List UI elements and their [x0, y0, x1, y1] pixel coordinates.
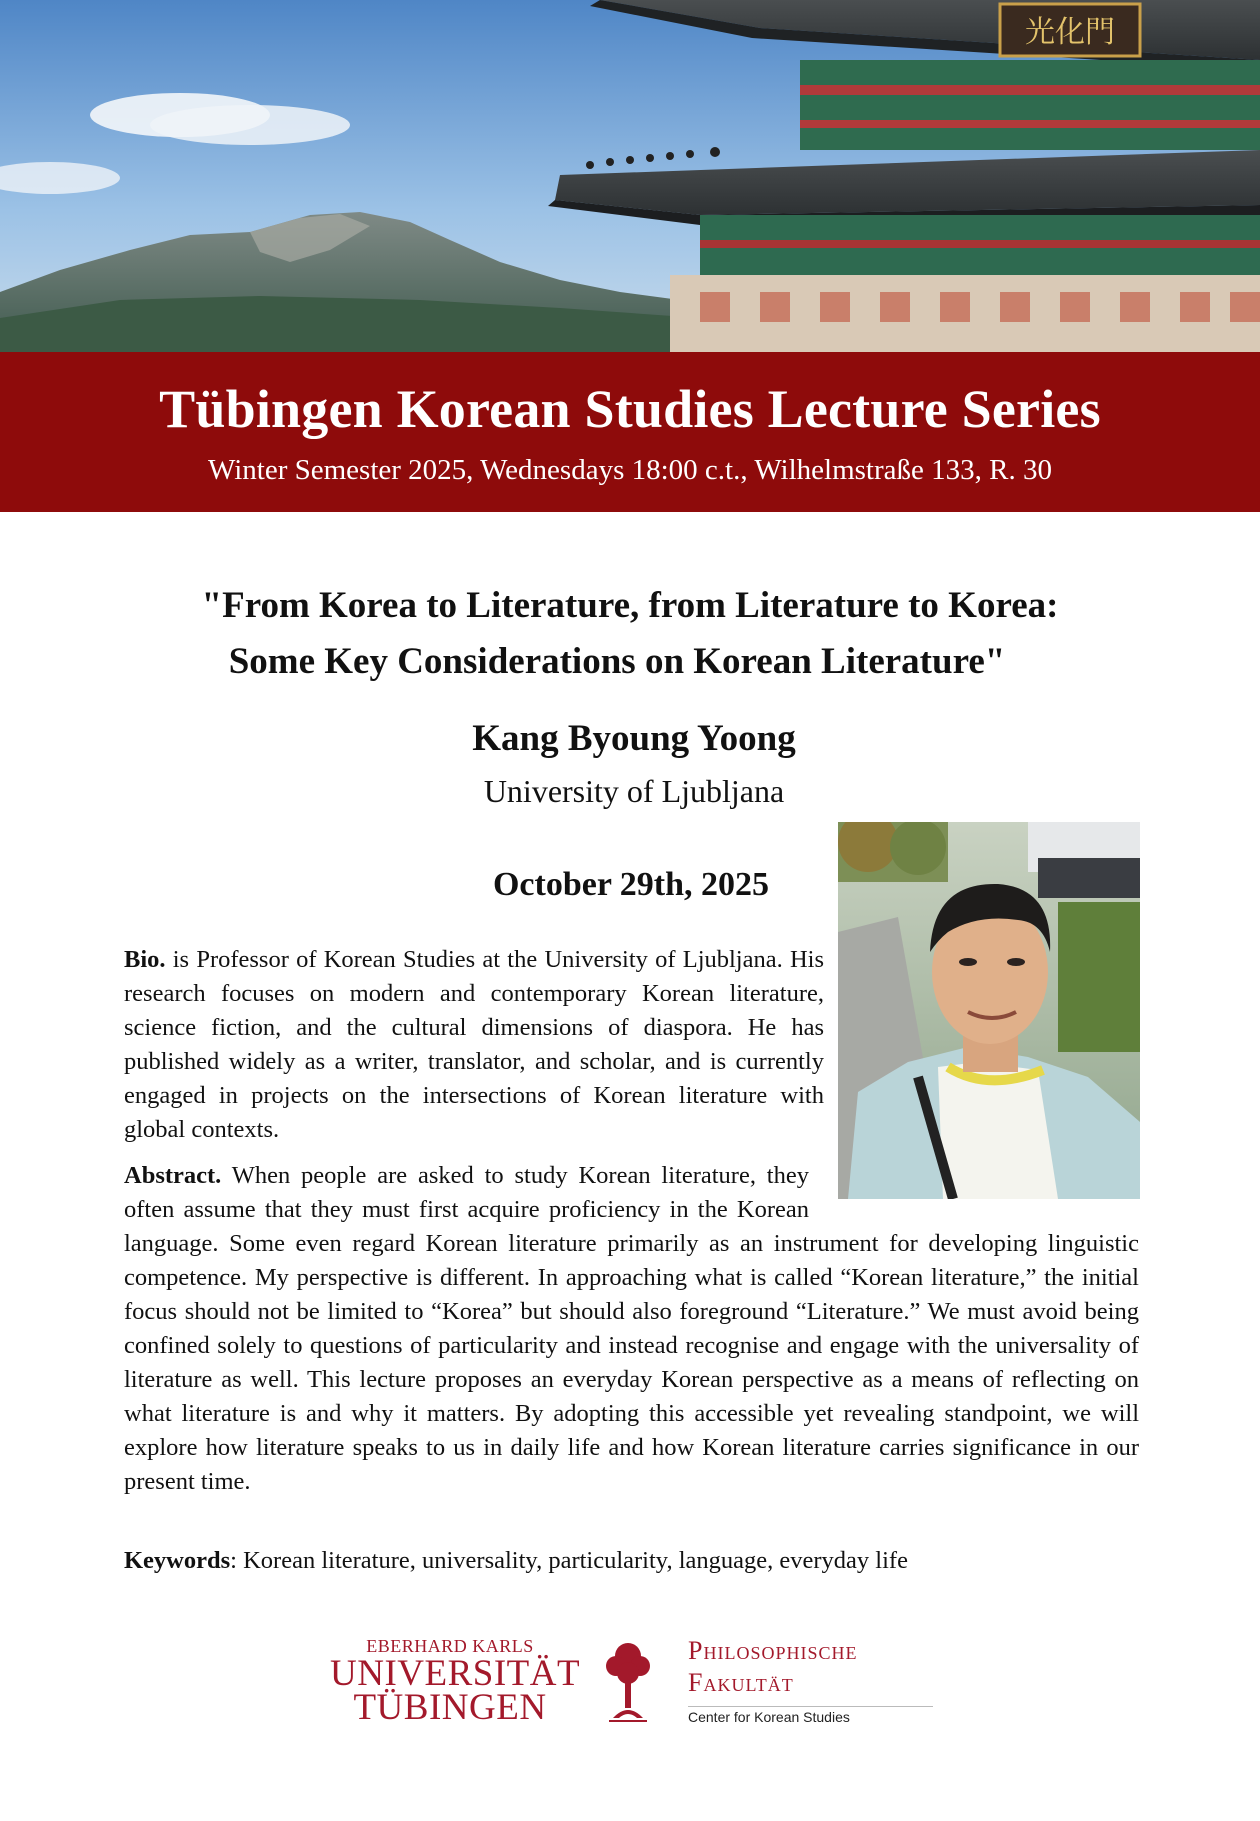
center-name: Center for Korean Studies: [688, 1709, 850, 1725]
event-date: October 29th, 2025: [492, 866, 770, 903]
keywords-line: [124, 1544, 1139, 1578]
speaker-name: Kang Byoung Yoong: [472, 718, 796, 759]
keywords-text: : Korean literature, universality, particularity, language, everyday life: [230, 1547, 908, 1574]
tree-icon: [603, 1640, 653, 1727]
abstract-label: Abstract.: [124, 1162, 222, 1189]
svg-text:光化門: 光化門: [1025, 15, 1115, 50]
bio-label: Bio.: [124, 946, 166, 973]
hero-image: [0, 0, 1260, 352]
speaker-affiliation: University of Ljubljana: [483, 773, 785, 809]
abstract-paragraph: [124, 1159, 1139, 1499]
bio-paragraph: [124, 943, 824, 1147]
series-title: Tübingen Korean Studies Lecture Series: [159, 379, 1101, 439]
faculty-logo-line-2: Fakultät: [688, 1668, 794, 1697]
series-schedule: Winter Semester 2025, Wednesdays 18:00 c.t., Wilhelmstraße 133, R. 30: [208, 454, 1052, 486]
faculty-logo-divider: [688, 1706, 933, 1707]
keywords-label: Keywords: [124, 1547, 231, 1574]
speaker-portrait: [838, 822, 1140, 1199]
lecture-title-line-1: "From Korea to Literature, from Literature to Korea:: [201, 585, 1059, 626]
bio-text: is Professor of Korean Studies at the University of Ljubljana. His research focuses on modern and contemporary Korean literature, science fiction, and the cultural dimensions of diaspora. He has published widely as a writer, translator, and scholar, and is currently engaged in projects on the intersections of Korean literature with global contexts.: [124, 946, 824, 1143]
university-logo: [330, 1636, 581, 1728]
university-logo-line-2: UNIVERSITÄT: [330, 1653, 581, 1694]
faculty-logo-line-1: Philosophische: [688, 1636, 858, 1665]
lecture-title: [0, 578, 1260, 690]
abstract-text: When people are asked to study Korean literature, they often assume that they must first acquire proficiency in the Korean language. Some even regard Korean literature primarily as an instrument for developing linguistic competence. My perspective is different. In approaching what is called “Korean literature,” the initial focus should not be limited to “Korea” but should also foreground “Literature.” We must avoid being confined solely to questions of particularity and instead recognise and engage with the universality of literature as well. This lecture proposes an everyday Korean perspective as a means of reflecting on what literature is and why it matters. By adopting this accessible yet revealing standpoint, we will explore how literature speaks to us in daily life and how Korean literature carries significance in our present time.: [124, 1162, 1139, 1495]
university-logo-line-1: EBERHARD KARLS: [366, 1636, 534, 1656]
series-banner: [0, 352, 1260, 512]
faculty-logo: [688, 1636, 933, 1725]
lecture-title-line-2: Some Key Considerations on Korean Literature": [228, 641, 1006, 682]
university-logo-line-3: TÜBINGEN: [353, 1687, 547, 1728]
